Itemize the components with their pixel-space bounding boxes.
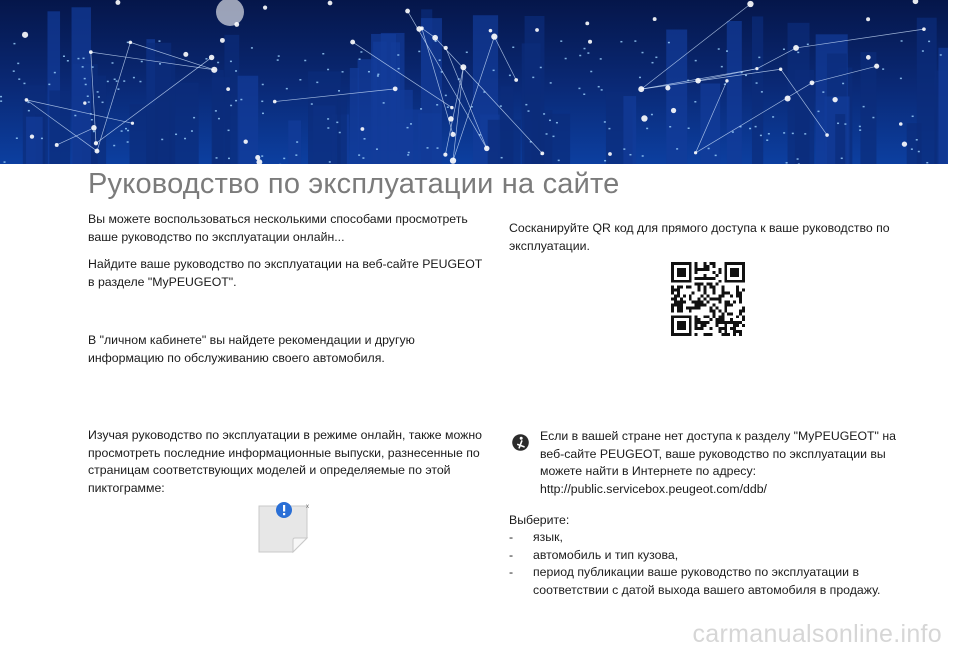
network-cityscape-graphic: [0, 0, 948, 164]
online-updates-paragraph: Изучая руководство по эксплуатации в режиме онлайн, также можно просмотреть последние информационные выпуски, разнесенные по страницам соответствующих моделей и определяемые по этой пиктограмме:: [88, 428, 483, 495]
notice-page-icon: [257, 500, 313, 556]
svg-text:x: x: [306, 504, 309, 510]
qr-code-icon[interactable]: [671, 262, 745, 336]
qr-instructions: Сосканируйте QR код для прямого доступа к ваше руководство по эксплуатации.: [509, 221, 890, 253]
info-icon: [512, 434, 529, 451]
website-paragraph: Найдите ваше руководство по эксплуатации на веб-сайте PEUGEOT в разделе "MyPEUGEOT".: [88, 257, 483, 289]
watermark: carmanualsonline.info: [692, 620, 942, 648]
no-access-note: Если в вашей стране нет доступа к разделу "MyPEUGEOT" на веб-сайте PEUGEOT, ваше руководство по эксплуатации вы можете найти в Интернете по адресу:: [540, 429, 896, 478]
choice-list: [509, 529, 889, 599]
servicebox-url-link[interactable]: http://public.servicebox.peugeot.com/ddb/: [540, 482, 767, 496]
list-item: - период публикации ваше руководство по эксплуатации в соответствии с датой выхода вашего автомобиля в продажу.: [509, 565, 881, 597]
intro-paragraph: Вы можете воспользоваться несколькими способами просмотреть ваше руководство по эксплуатации онлайн...: [88, 212, 468, 244]
page-title: Руководство по эксплуатации на сайте: [88, 168, 620, 200]
header-banner-image: [0, 0, 948, 164]
personal-account-paragraph: В "личном кабинете" вы найдете рекомендации и другую информацию по обслуживанию своего автомобиля.: [88, 333, 415, 365]
list-item: - автомобиль и тип кузова,: [509, 547, 679, 562]
list-item: - язык,: [509, 530, 563, 544]
choose-label: Выберите:: [509, 513, 570, 527]
